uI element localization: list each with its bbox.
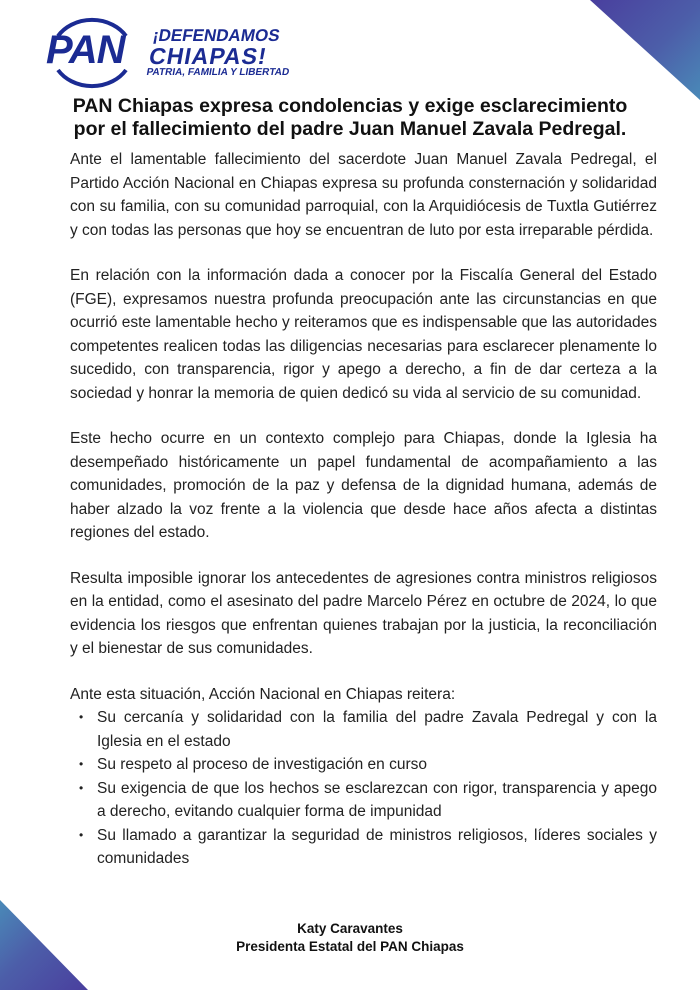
list-item: • Su cercanía y solidaridad con la familia del padre Zavala Pedregal y con la Iglesia en el estado — [70, 706, 657, 753]
list-item: • Su exigencia de que los hechos se esclarezcan con rigor, transparencia y apego a derecho, evitando cualquier forma de impunidad — [70, 777, 657, 824]
paragraph: Ante el lamentable fallecimiento del sacerdote Juan Manuel Zavala Pedregal, el Partido Acción Nacional en Chiapas expresa su profunda consternación y solidaridad con su familia, con su comunidad parroquial, con la Arquidiócesis de Tuxtla Gutiérrez y con todas las personas que hoy se encuentran de luto por esta irreparable pérdida. — [70, 151, 657, 239]
list-item: • Su respeto al proceso de investigación en curso — [70, 753, 657, 777]
signature-name: Katy Caravantes — [297, 921, 403, 936]
list-item: • Su llamado a garantizar la seguridad de ministros religiosos, líderes sociales y comunidades — [70, 824, 657, 871]
slogan-line-2: CHIAPAS! — [147, 43, 270, 69]
signature-role: Presidenta Estatal del PAN Chiapas — [236, 939, 464, 954]
corner-decoration-top-right — [590, 0, 700, 100]
slogan — [145, 27, 297, 79]
paragraph: Este hecho ocurre en un contexto complejo para Chiapas, donde la Iglesia ha desempeñado históricamente un papel fundamental de acompañamiento a las comunidades, promoción de la paz y defensa de la dignidad humana, además de haber alzado la voz frente a la violencia que desde hace años afecta a distintas regiones del estado. — [70, 430, 657, 541]
pan-wordmark: PAN — [46, 28, 125, 72]
paragraph: Resulta imposible ignorar los antecedentes de agresiones contra ministros religiosos en la entidad, como el asesinato del padre Marcelo Pérez en octubre de 2024, lo que evidencia los riesgos que enfrentan quienes trabajan por la justicia, la reconciliación y el bienestar de sus comunidades. — [70, 569, 657, 657]
bullet-list — [70, 706, 657, 871]
slogan-line-3: PATRIA, FAMILIA Y LIBERTAD — [145, 67, 291, 78]
title-line-1: PAN Chiapas expresa condolencias y exige esclarecimiento — [72, 95, 628, 117]
list-intro: Ante esta situación, Acción Nacional en Chiapas reitera: — [70, 685, 456, 703]
pan-logo — [44, 14, 140, 92]
slogan-line-1: ¡DEFENDAMOS — [151, 26, 282, 45]
header-logo — [44, 14, 293, 92]
signature-block — [0, 920, 700, 956]
paragraph: En relación con la información dada a conocer por la Fiscalía General del Estado (FGE), expresamos nuestra profunda preocupación ante las circunstancias en que ocurrió este lamentable hecho y reiteramos que es indispensable que las autoridades competentes realicen todas las diligencias necesarias para esclarecer plenamente lo sucedido, con transparencia, rigor y apego a derecho, a fin de dar certeza a la sociedad y honrar la memoria de quien dedicó su vida al servicio de su comunidad. — [70, 267, 657, 402]
document-body — [70, 148, 657, 871]
title-line-2: por el fallecimiento del padre Juan Manuel Zavala Pedregal. — [73, 118, 627, 140]
page-title — [40, 95, 660, 141]
